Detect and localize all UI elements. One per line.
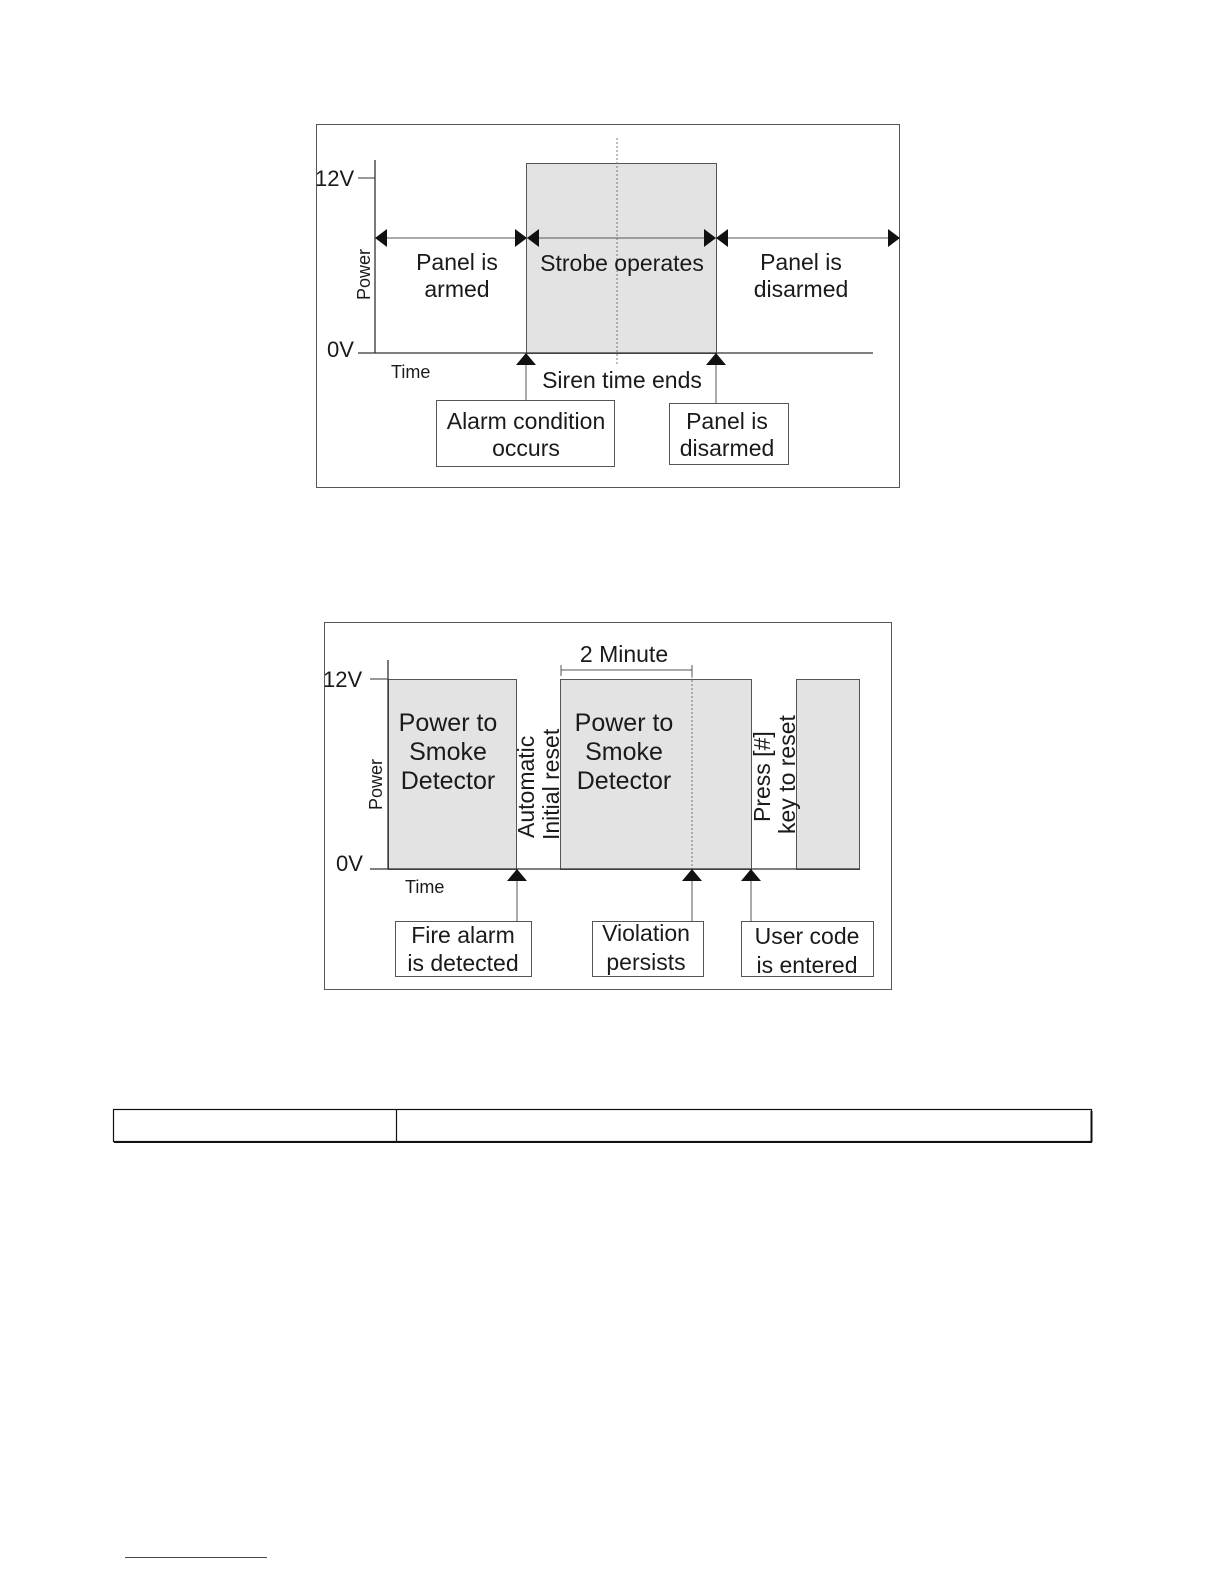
- callout-disarmed-line1: Panel is: [686, 408, 768, 434]
- footnote-separator: [125, 1557, 267, 1558]
- block1-line3: Detector: [400, 767, 496, 795]
- callout-user-line1: User code: [754, 923, 860, 949]
- label-12v: 12V: [315, 166, 355, 191]
- segment-armed-line2: armed: [424, 276, 490, 302]
- block2-line2: Smoke: [585, 738, 663, 766]
- block2-line1: Power to: [574, 709, 674, 737]
- block2-line3: Detector: [576, 767, 672, 795]
- label-0v-2: 0V: [336, 851, 363, 876]
- label-time-2: Time: [405, 877, 445, 897]
- block1-line1: Power to: [398, 709, 498, 737]
- diagram-smoke-detector-reset: [323, 623, 892, 990]
- table-row: [114, 1110, 1092, 1142]
- segment-disarmed-line2: disarmed: [753, 276, 849, 302]
- press-reset-line2: key to reset: [774, 715, 800, 834]
- callout-alarm-line2: occurs: [492, 435, 560, 461]
- callout-violation-line2: persists: [606, 949, 686, 975]
- empty-table: [114, 1110, 1093, 1143]
- power-block-3: [797, 680, 860, 870]
- press-reset-line1: Press [#]: [749, 731, 775, 822]
- label-12v-2: 12V: [323, 667, 363, 692]
- label-time: Time: [391, 362, 431, 382]
- segment-armed-line1: Panel is: [416, 249, 498, 275]
- duration-label: 2 Minute: [579, 641, 669, 667]
- segment-strobe: Strobe operates: [540, 250, 704, 276]
- callout-alarm-line1: Alarm condition: [446, 408, 606, 434]
- auto-reset-line2: Initial reset: [538, 728, 564, 840]
- label-power-2: Power: [366, 758, 386, 810]
- label-power: Power: [354, 248, 374, 300]
- segment-disarmed-line1: Panel is: [760, 249, 842, 275]
- callout-fire-line2: is detected: [407, 950, 519, 976]
- callout-disarmed-line2: disarmed: [679, 435, 775, 461]
- diagram-strobe-timing: [315, 125, 900, 488]
- label-0v: 0V: [327, 337, 354, 362]
- callout-violation-line1: Violation: [602, 920, 690, 946]
- callout-fire-line1: Fire alarm: [411, 922, 515, 948]
- callout-user-line2: is entered: [756, 952, 858, 978]
- block1-line2: Smoke: [409, 738, 487, 766]
- siren-time-ends: Siren time ends: [542, 367, 702, 393]
- auto-reset-line1: Automatic: [513, 735, 539, 838]
